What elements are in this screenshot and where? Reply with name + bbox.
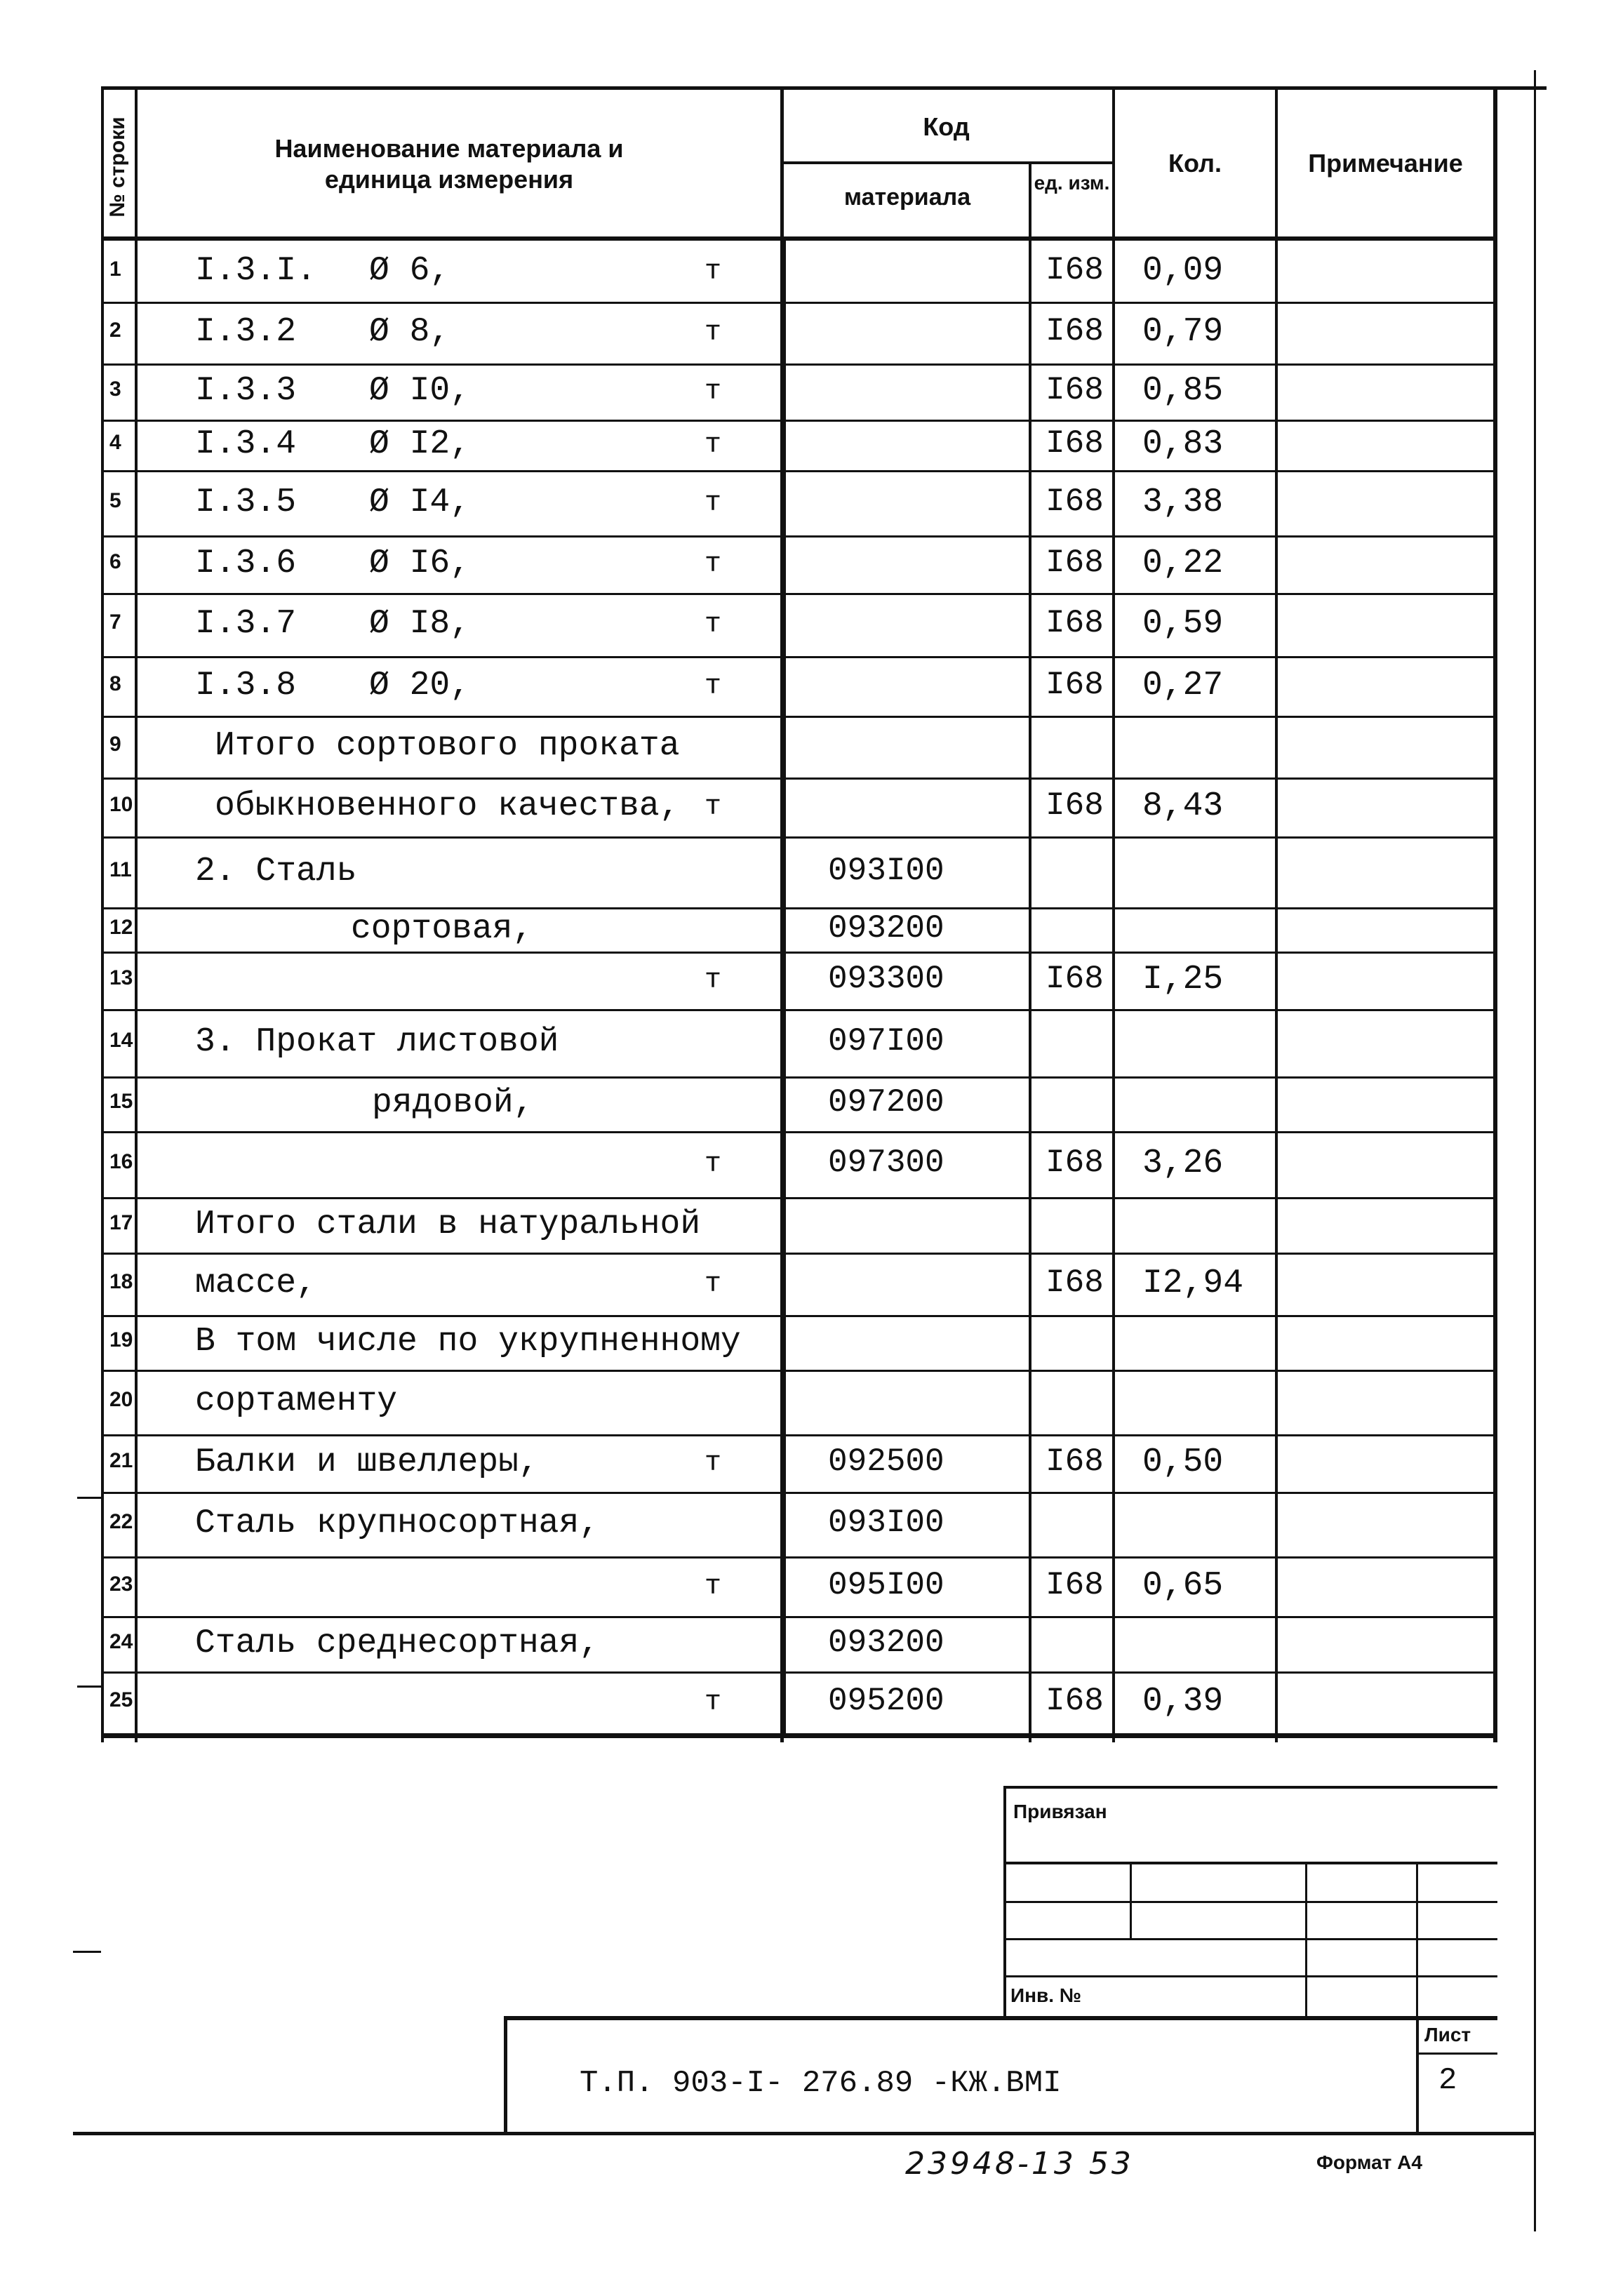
- stamp-line-3: [1003, 1938, 1497, 1940]
- unit-t: т: [705, 317, 722, 349]
- material-name: 3. Прокат листовой: [195, 1023, 559, 1061]
- row-divider: [101, 1556, 1497, 1559]
- unit-code: I68: [1046, 666, 1104, 703]
- quantity: 0,27: [1142, 666, 1224, 705]
- quantity: 0,09: [1142, 251, 1224, 290]
- material-name: I.3.2: [195, 313, 297, 351]
- unit-code: I68: [1046, 605, 1104, 641]
- material-name: I.3.5: [195, 483, 297, 521]
- row-number: 25: [109, 1688, 133, 1711]
- diameter: Ø I2,: [369, 425, 471, 463]
- unit-t: т: [705, 549, 722, 580]
- material-name: рядовой,: [372, 1084, 534, 1122]
- material-code: 092500: [828, 1443, 944, 1480]
- material-name: I.3.3: [195, 372, 297, 410]
- quantity: 8,43: [1142, 787, 1224, 825]
- unit-code: I68: [1046, 251, 1104, 288]
- row-number: 19: [109, 1328, 133, 1351]
- quantity: 3,26: [1142, 1144, 1224, 1182]
- material-name: 2. Сталь: [195, 852, 357, 890]
- quantity: 0,50: [1142, 1443, 1224, 1481]
- material-name: I.3.8: [195, 666, 297, 705]
- unit-t: т: [705, 376, 722, 408]
- material-code: 097I00: [828, 1023, 944, 1060]
- unit-t: т: [705, 1268, 722, 1300]
- unit-code: I68: [1046, 372, 1104, 408]
- diameter: Ø I0,: [369, 372, 471, 410]
- header-code-divider: [780, 161, 1112, 164]
- unit-code: I68: [1046, 787, 1104, 824]
- row-number: 2: [109, 319, 121, 342]
- stamp-inv-no: Инв. №: [1010, 1984, 1082, 2006]
- material-code: 095I00: [828, 1566, 944, 1603]
- diameter: Ø I8,: [369, 605, 471, 643]
- stamp-vsep-2: [1305, 1862, 1307, 2017]
- stamp-vsep-1: [1130, 1862, 1132, 1939]
- row-number: 5: [109, 488, 121, 512]
- material-code: 095200: [828, 1683, 944, 1719]
- material-name: массе,: [195, 1264, 316, 1302]
- row-divider: [101, 1076, 1497, 1079]
- data-left-thick: [780, 241, 786, 1738]
- sep-qty: [1275, 86, 1278, 1742]
- row-divider: [101, 1434, 1497, 1436]
- stamp-frame-top: [1003, 1786, 1497, 1789]
- table-left-border: [101, 86, 104, 1742]
- material-code: 097200: [828, 1084, 944, 1121]
- material-name: Итого сортового проката: [215, 727, 680, 765]
- margin-tick-2: [77, 1686, 104, 1688]
- row-number: 9: [109, 733, 121, 756]
- document-code: Т.П. 903-I- 276.89 -КЖ.ВМI: [580, 2066, 1062, 2101]
- row-number: 3: [109, 378, 121, 401]
- row-number: 24: [109, 1629, 133, 1653]
- row-divider: [101, 593, 1497, 595]
- diameter: Ø 8,: [369, 313, 450, 351]
- sheet-label: Лист: [1424, 2024, 1471, 2045]
- unit-code: I68: [1046, 545, 1104, 581]
- quantity: 0,79: [1142, 313, 1224, 351]
- row-number: 4: [109, 431, 121, 454]
- material-code: 093I00: [828, 852, 944, 889]
- unit-t: т: [705, 792, 722, 823]
- unit-code: I68: [1046, 483, 1104, 520]
- sheet-box-divider: [1416, 2053, 1497, 2055]
- unit-code: I68: [1046, 425, 1104, 462]
- material-name: В том числе по укрупненному: [195, 1323, 741, 1361]
- quantity: 3,38: [1142, 483, 1224, 521]
- unit-code: I68: [1046, 1566, 1104, 1603]
- unit-code: I68: [1046, 961, 1104, 997]
- unit-t: т: [705, 255, 722, 288]
- unit-code: I68: [1046, 1264, 1104, 1301]
- unit-t: т: [705, 1687, 722, 1718]
- row-number: 1: [109, 257, 121, 281]
- row-divider: [101, 1131, 1497, 1133]
- material-name: I.3.I.: [195, 251, 316, 290]
- row-divider: [101, 1492, 1497, 1494]
- row-divider: [101, 1253, 1497, 1255]
- material-name: I.3.4: [195, 425, 297, 463]
- row-number: 14: [109, 1029, 133, 1052]
- material-name: Балки и швеллеры,: [195, 1443, 539, 1481]
- header-row-no: № строки: [106, 116, 129, 218]
- format-label: Формат А4: [1316, 2151, 1422, 2173]
- material-code: 093300: [828, 961, 944, 997]
- sheet-box-left: [1416, 2016, 1419, 2135]
- header-note: Примечание: [1308, 149, 1463, 178]
- row-number: 15: [109, 1090, 133, 1113]
- unit-t: т: [705, 487, 722, 519]
- quantity: 0,22: [1142, 545, 1224, 582]
- quantity: 0,59: [1142, 605, 1224, 643]
- unit-t: т: [705, 1149, 722, 1180]
- stamp-privyazan: Привязан: [1013, 1801, 1107, 1822]
- diameter: Ø 6,: [369, 251, 450, 290]
- unit-code: I68: [1046, 1144, 1104, 1181]
- row-number: 13: [109, 966, 133, 989]
- material-code: 097300: [828, 1144, 944, 1181]
- header-name: Наименование материала и единица измерения: [274, 134, 624, 194]
- stamp-vsep-3: [1416, 1862, 1418, 2017]
- header-code: Код: [923, 112, 970, 141]
- row-divider: [101, 907, 1497, 909]
- sep-unit: [1112, 86, 1115, 1742]
- material-name: I.3.7: [195, 605, 297, 643]
- material-name: обыкновенного качества,: [215, 787, 680, 825]
- margin-tick-3: [73, 1951, 101, 1953]
- row-number: 18: [109, 1269, 133, 1293]
- unit-t: т: [705, 965, 722, 996]
- row-divider: [101, 1197, 1497, 1199]
- row-number: 10: [109, 793, 133, 816]
- quantity: I,25: [1142, 961, 1224, 999]
- header-bottom-border: [101, 236, 1497, 241]
- row-divider: [101, 470, 1497, 472]
- unit-t: т: [705, 1570, 722, 1603]
- table-bottom-border: [101, 1733, 1497, 1738]
- diameter: Ø I6,: [369, 545, 471, 582]
- quantity: 0,85: [1142, 372, 1224, 410]
- unit-code: I68: [1046, 1443, 1104, 1480]
- row-number: 17: [109, 1210, 133, 1234]
- title-block-left: [504, 2016, 507, 2135]
- stamp-line-1: [1003, 1862, 1497, 1864]
- row-divider: [101, 1671, 1497, 1674]
- material-name: Сталь среднесортная,: [195, 1624, 600, 1662]
- row-divider: [101, 1370, 1497, 1372]
- row-divider: [101, 777, 1497, 780]
- stamp-line-2: [1003, 1901, 1497, 1903]
- stamp-line-4: [1003, 1975, 1497, 1977]
- row-number: 6: [109, 550, 121, 573]
- page-right-edge: [1534, 70, 1536, 2231]
- quantity: 0,39: [1142, 1683, 1224, 1721]
- row-number: 11: [109, 857, 132, 881]
- material-name: Сталь крупносортная,: [195, 1504, 600, 1542]
- unit-code: I68: [1046, 1683, 1104, 1719]
- quantity: I2,94: [1142, 1264, 1244, 1302]
- quantity: 0,83: [1142, 425, 1224, 463]
- row-divider: [101, 363, 1497, 366]
- row-number: 7: [109, 610, 121, 634]
- row-divider: [101, 302, 1497, 304]
- unit-code: I68: [1046, 313, 1104, 349]
- unit-t: т: [705, 609, 722, 641]
- diameter: Ø I4,: [369, 483, 471, 521]
- title-block-top: [504, 2016, 1497, 2020]
- row-number: 21: [109, 1449, 133, 1472]
- diameter: Ø 20,: [369, 666, 471, 705]
- material-name: I.3.6: [195, 545, 297, 582]
- unit-t: т: [705, 670, 722, 702]
- material-name: сортовая,: [351, 909, 533, 948]
- row-number: 16: [109, 1150, 133, 1173]
- row-number: 23: [109, 1572, 133, 1596]
- material-code: 093I00: [828, 1504, 944, 1541]
- material-name: Итого стали в натуральной: [195, 1205, 701, 1243]
- unit-t: т: [705, 429, 722, 461]
- row-number: 12: [109, 915, 133, 939]
- table-right-border: [1493, 86, 1497, 1742]
- sheet-number: 2: [1438, 2063, 1457, 2098]
- row-number: 20: [109, 1388, 133, 1411]
- material-code: 093200: [828, 1624, 944, 1661]
- header-unit: ед. изм.: [1034, 172, 1110, 194]
- row-divider: [101, 1616, 1497, 1618]
- margin-tick-1: [77, 1497, 104, 1499]
- sep-rownum: [135, 86, 138, 1742]
- row-number: 8: [109, 672, 121, 695]
- row-divider: [101, 535, 1497, 538]
- table-top-border: [101, 86, 1547, 90]
- row-divider: [101, 952, 1497, 954]
- row-divider: [101, 716, 1497, 718]
- row-divider: [101, 836, 1497, 839]
- row-divider: [101, 1315, 1497, 1317]
- row-number: 22: [109, 1510, 133, 1533]
- header-qty: Кол.: [1168, 149, 1222, 178]
- material-name: сортаменту: [195, 1382, 398, 1420]
- row-divider: [101, 1009, 1497, 1011]
- quantity: 0,65: [1142, 1566, 1224, 1605]
- material-code: 093200: [828, 909, 944, 947]
- handwritten-number: 23948-13 53: [905, 2146, 1134, 2182]
- title-block-bottom: [73, 2132, 1535, 2135]
- unit-t: т: [705, 1448, 722, 1479]
- row-divider: [101, 656, 1497, 658]
- row-divider: [101, 420, 1497, 422]
- header-material: материала: [843, 184, 971, 211]
